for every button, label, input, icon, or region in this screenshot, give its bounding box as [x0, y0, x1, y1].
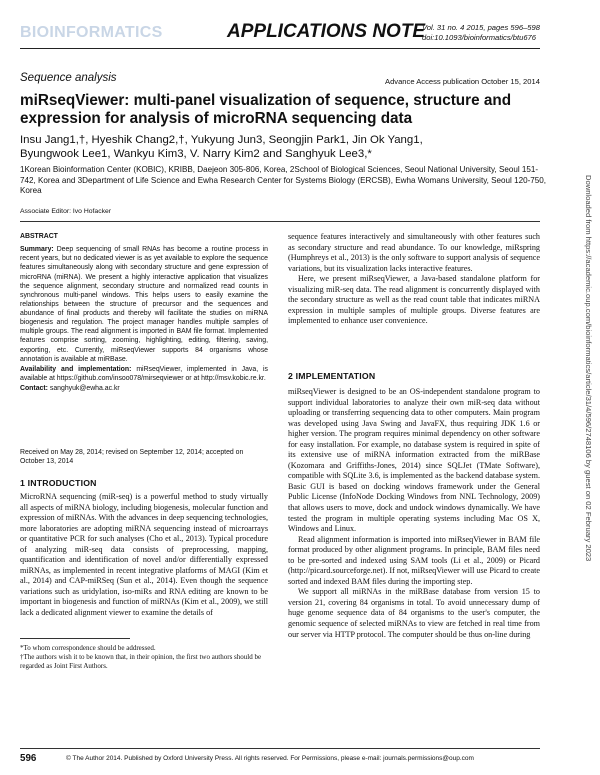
- copyright-line: © The Author 2014. Published by Oxford University Press. All rights reserved. For Permissions, please e-mail: journals.permissions@oup.com: [66, 755, 474, 762]
- availability-label: Availability and implementation:: [20, 365, 132, 373]
- intro-body: [20, 492, 268, 619]
- abstract-availability: [20, 365, 268, 383]
- footnote-joint-first: †The authors wish it to be known that, in their opinion, the first two authors should be regarded as Joint First Authors.: [20, 653, 262, 671]
- doi-line[interactable]: doi:10.1093/bioinformatics/btu676: [422, 33, 536, 42]
- volume-line: Vol. 31 no. 4 2015, pages 596–598: [422, 23, 540, 32]
- implementation-paragraph: miRseqViewer is designed to be an OS-independent standalone program to support individual laboratories to analyze their own miR-seq data without uploading or transferring sequencing data to other computers. Main program was developed using Java Swing and JavaFX, thus requiring JDK 1.6 or higher version. The program requires minimal dependency on other software for easy installation. For example, no database system is required in spite of its extensive use of miRNA information extracted from the miRBase (Kozomara and Griffiths-Jones, 2014) since SQLJet (TMate Software), compatible with SQLite 3.6, is implemented as the backend database system. Basic GUI is based on docking windows framework under the General Public License (InfoNode Docking Windows from NNL Technology, 2009) that allows users to move, dock and undock windows dynamically. We have tested the program in multiple operating systems including Mac OS X, Windows and Linux.: [288, 387, 540, 534]
- contact-email[interactable]: sanghyuk@ewha.ac.kr: [49, 385, 120, 392]
- header-rule: [20, 48, 540, 49]
- intro-heading: 1 INTRODUCTION: [20, 478, 97, 488]
- article-type: APPLICATIONS NOTE: [227, 21, 426, 42]
- page-number: 596: [20, 753, 37, 764]
- implementation-body: [288, 387, 540, 640]
- implementation-heading: 2 IMPLEMENTATION: [288, 371, 376, 381]
- implementation-paragraph: Read alignment information is imported into miRseqViewer in BAM file format produced by other alignment programs. In principle, BAM files need to be pre-sorted and indexed using SAM tools (Li et al., 2009) or Picard (http://picard.sourceforge.net). If not, miRseqViewer will use Picard to create sorted and indexed BAM files during the importing step.: [288, 534, 540, 586]
- footer-rule: [20, 748, 540, 749]
- download-stamp-text: Downloaded from https://academic.oup.com/bioinformatics/article/31/4/596/2748106 by guest on 02 February 2023: [584, 175, 593, 562]
- received-dates: Received on May 28, 2014; revised on September 12, 2014; accepted on October 13, 2014: [20, 449, 244, 466]
- section-label: Sequence analysis: [20, 72, 117, 84]
- intro-continued-paragraph: sequence features interactively and simultaneously with other features such as secondary structure and read abundance. To our knowledge, miRspring (Humphreys et al., 2013) is the only software to support analysis of sequence variations, but its visualization lacks interactive features.: [288, 232, 540, 273]
- abstract: [20, 232, 268, 394]
- abstract-contact: [20, 384, 268, 393]
- abstract-rule: [20, 221, 540, 222]
- authors-line-1: Insu Jang1,†, Hyeshik Chang2,†, Yukyung Jun3, Seongjin Park1, Jin Ok Yang1,: [20, 134, 423, 146]
- volume-info: [422, 23, 540, 43]
- footnotes: [20, 644, 268, 672]
- advance-access: Advance Access publication October 15, 2014: [385, 77, 540, 86]
- abstract-heading: ABSTRACT: [20, 233, 58, 240]
- summary-text: Deep sequencing of small RNAs has become a routine process in recent years, but no dedicated viewer is as yet available to explore the sequence features simultaneously along with secondary structure and gene expression of microRNA (miRNA). We present a highly interactive application that visualizes the sequence alignment, secondary structure and normalized read counts in synchronous multi-panel windows. This helps users to easily examine the relationships between the structure of precursor and the sequences and abundance of final products and thereby will facilitate the studies on miRNA biogenesis and regulation. The project manager handles multiple samples of multiple groups. The read alignment is imported in BAM file format. Implemented features comprise sorting, zooming, highlighting, editing, filtering, saving, exporting, etc. Currently, miRseqViewer supports 84 organisms whose annotation is available at miRBase.: [20, 246, 268, 363]
- availability-text: miRseqViewer, implemented in Java, is available at https://github.com/insoo078/mirseqviewer or at http://msv.kobic.re.kr.: [20, 365, 269, 382]
- intro-continued-paragraph: Here, we present miRseqViewer, a Java-based standalone platform for visualizing miR-seq data. The read alignment is concurrently displayed with the secondary structure as well as the read count table that indicates miRNA expression in multiple samples of multiple groups. Diverse features are implemented to enhance user convenience.: [288, 274, 540, 326]
- intro-paragraph: MicroRNA sequencing (miR-seq) is a powerful method to study virtually all aspects of miRNA biology, including biogenesis, molecular function and expression of miRNAs. With the advances in deep sequencing technologies, more laboratories are adopting miRNA sequencing instead of microarrays or quantitative PCR for such analyses (Cho et al., 2013). Typical procedure of analyzing miR-seq data consists of preprocessing, mapping, quantification and identification of novel and/or differentially expressed miRNAs, as implemented in recent integrative platforms of MAGI (Kim et al., 2014) and CAP-miRSeq (Sun et al., 2014). Even though the sequence variations such as uridylation, iso-miRs and RNA editing are known to be important in biogenesis and function of miRNAs (Kim et al., 2009), we still lack a dedicated alignment viewer to examine the details of: [20, 492, 268, 618]
- download-stamp: [583, 175, 595, 595]
- associate-editor: Associate Editor: Ivo Hofacker: [20, 208, 112, 215]
- intro-continued: [288, 232, 540, 327]
- abstract-summary: [20, 245, 268, 364]
- summary-label: Summary:: [20, 246, 54, 254]
- footnote-rule: [20, 638, 130, 639]
- journal-name: BIOINFORMATICS: [20, 24, 163, 41]
- footnote-corresponding: *To whom correspondence should be addressed.: [20, 644, 156, 652]
- implementation-paragraph: We support all miRNAs in the miRBase database from version 15 to version 21, covering 84 organisms in total. To avoid unnecessary dump of huge genome sequence data of 84 organisms to the user's computer, the genomic sequence of selected miRNAs to view are fetched in real time from our server via HTTP protocol. The computer should be thus on-line during: [288, 587, 540, 639]
- authors-line-2: Byungwook Lee1, Wankyu Kim3, V. Narry Kim2 and Sanghyuk Lee3,*: [20, 148, 372, 161]
- article-title: miRseqViewer: multi-panel visualization of sequence, structure and expression for analysis of microRNA sequencing data: [20, 92, 512, 127]
- author-list: [20, 133, 540, 161]
- contact-label: Contact:: [20, 385, 48, 392]
- affiliations: 1Korean Bioinformation Center (KOBIC), KRIBB, Daejeon 305-806, Korea, 2School of Biological Sciences, Seoul National University, Seoul 151-742, Korea and 3Department of Life Science and Ewha Research Center for Systems Biology (ERCSB), Ewha Womans University, Seoul 120-750, Korea: [20, 165, 547, 196]
